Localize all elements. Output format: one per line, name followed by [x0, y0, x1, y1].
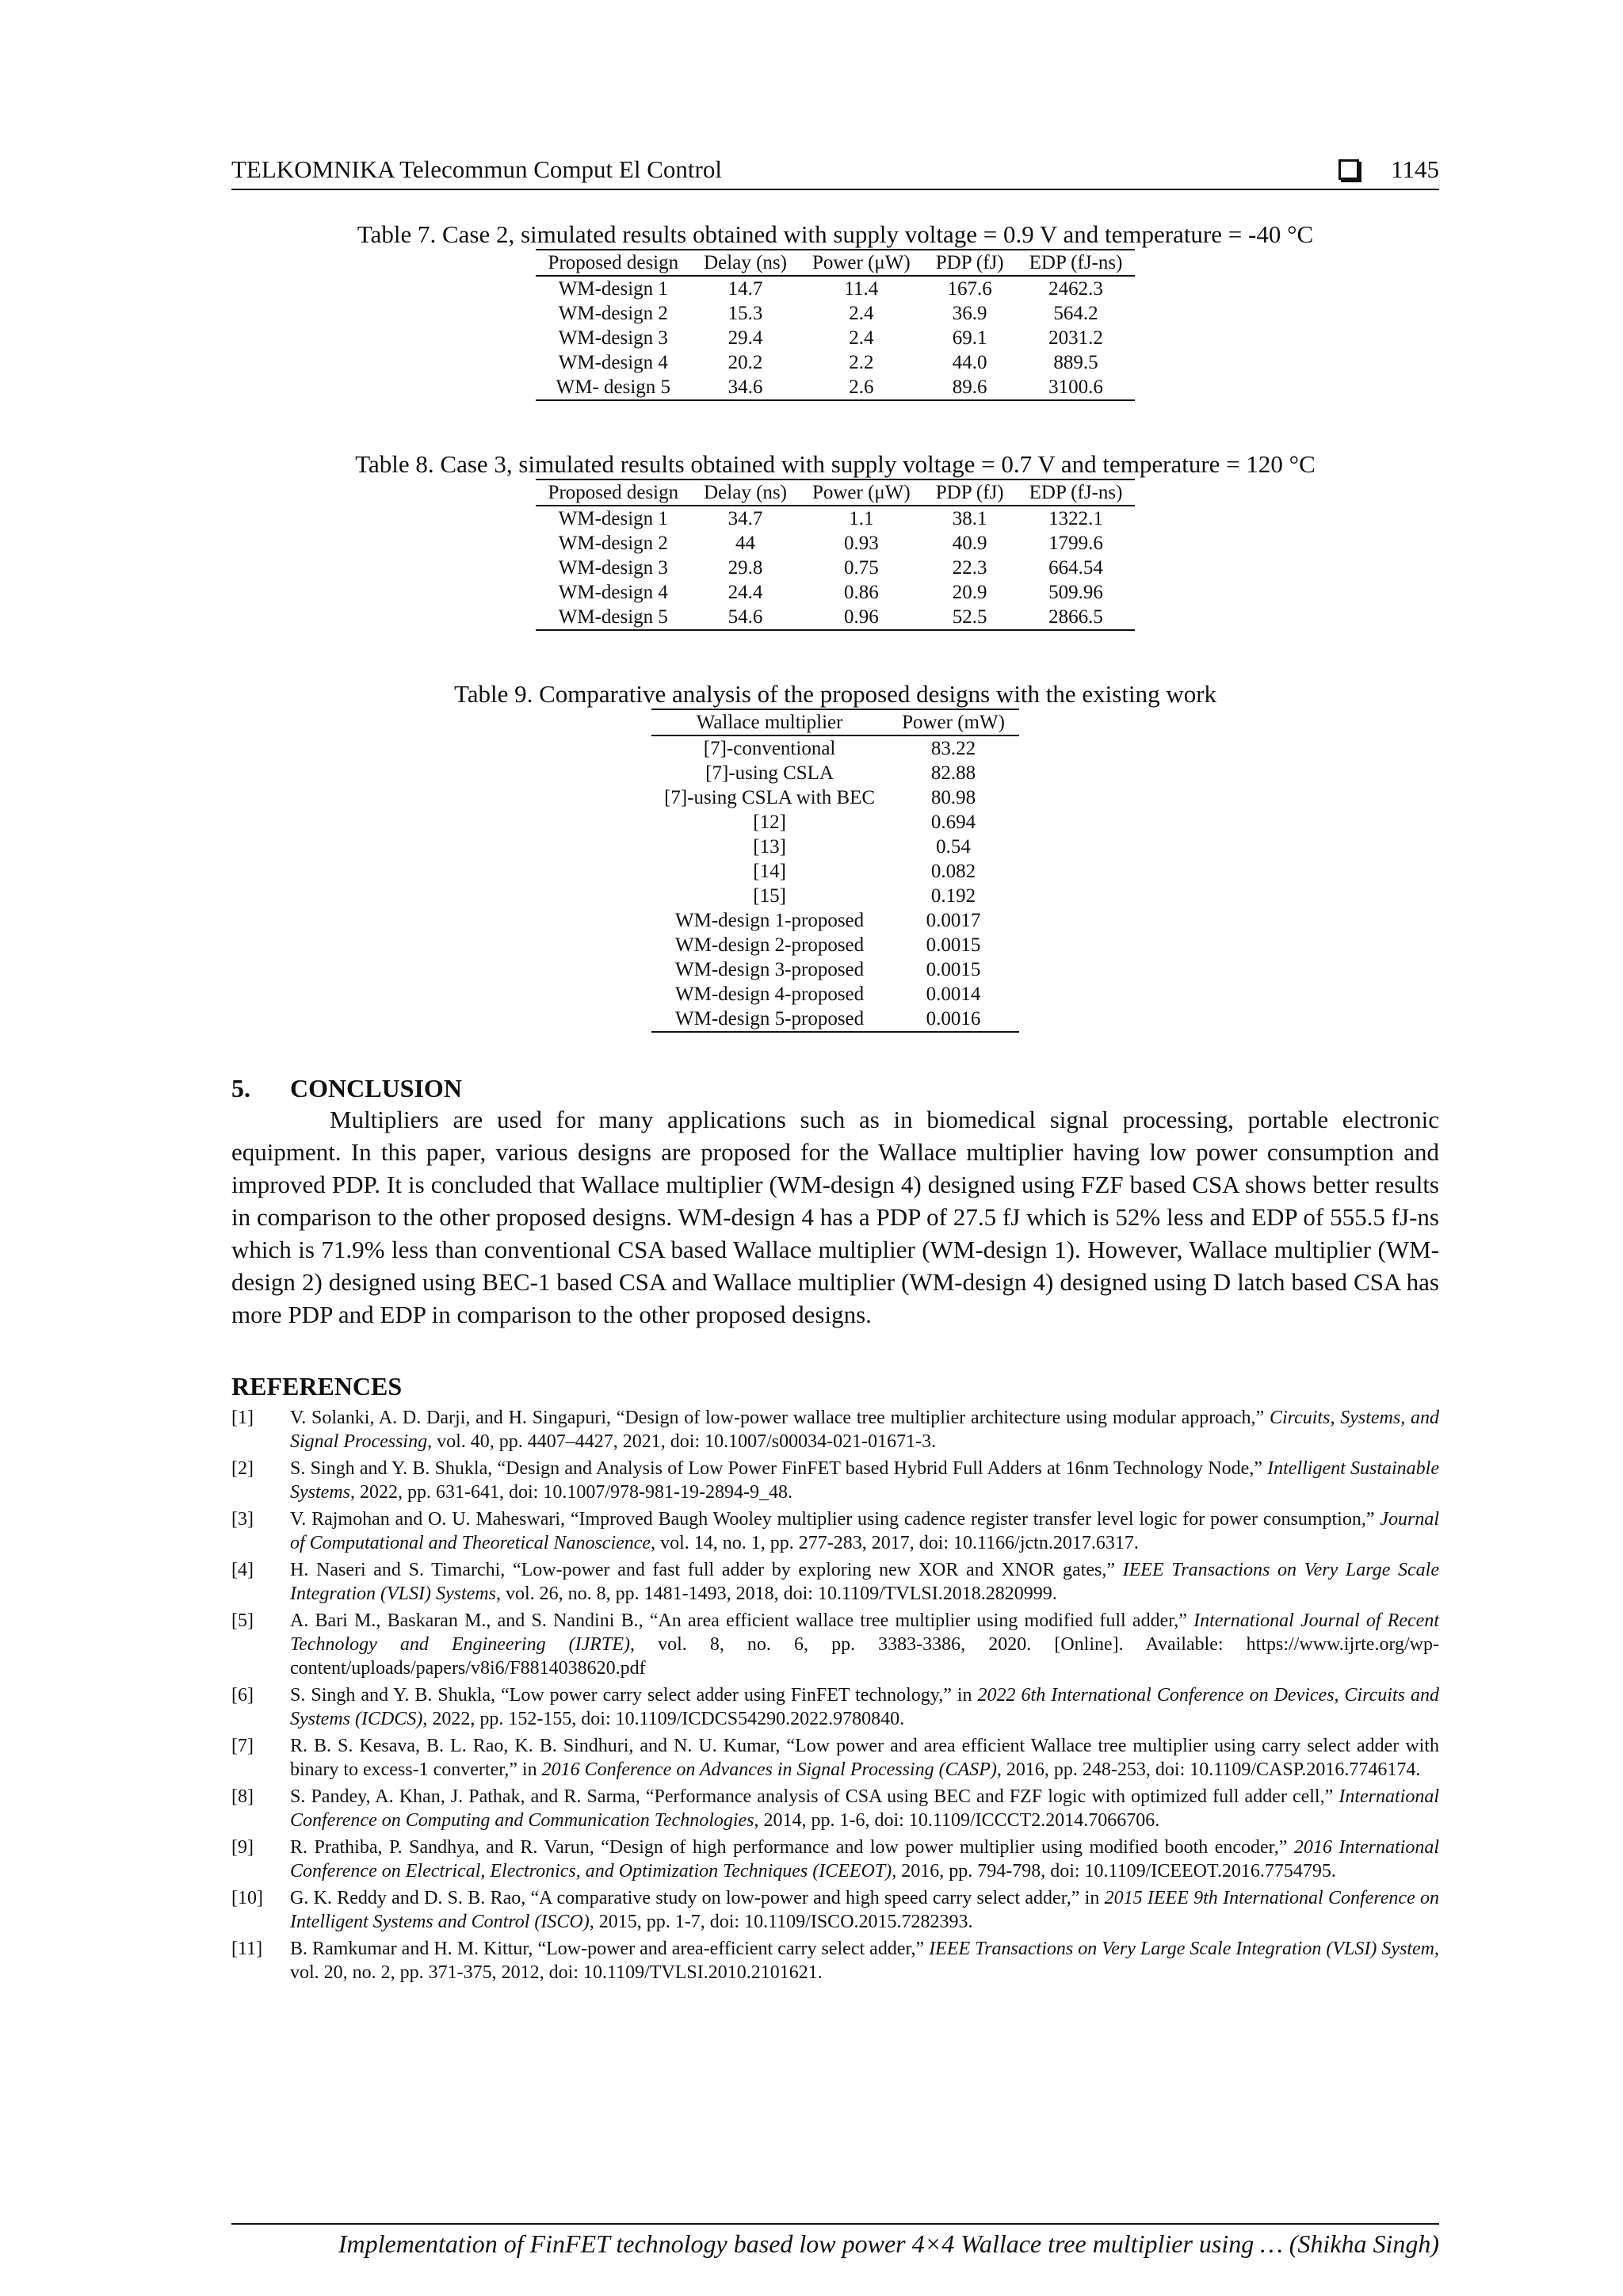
reference-authors-title: R. B. S. Kesava, B. L. Rao, K. B. Sindhuri, and N. U. Kumar, “Low power and area efficient Wallace tree multiplier using carry select adder with binary to excess-1 converter,” in	[290, 1736, 1439, 1780]
table-cell: WM-design 2-proposed	[675, 934, 865, 956]
table-row	[651, 908, 1019, 933]
reference-details: , 2016, pp. 794-798, doi: 10.1109/ICEEOT.2016.7754795.	[892, 1861, 1336, 1881]
reference-text	[290, 1937, 1439, 1985]
page	[231, 151, 1439, 2259]
table-row	[651, 735, 1019, 761]
table-cell: [7]-using CSLA	[705, 762, 834, 784]
table-cell: 2031.2	[1048, 327, 1103, 349]
table9-caption: Table 9. Comparative analysis of the proposed designs with the existing work	[453, 680, 1217, 708]
table-cell: 2462.3	[1048, 278, 1103, 300]
references-heading: REFERENCES	[231, 1372, 403, 1400]
table-cell: 2.4	[849, 327, 874, 349]
reference-text	[290, 1558, 1439, 1606]
table9-header-cell: Power (mW)	[888, 709, 1019, 735]
reference-text	[290, 1836, 1439, 1883]
table-cell: 11.4	[844, 278, 879, 300]
reference-details: , 2014, pp. 1-6, doi: 10.1109/ICCCT2.2014.7066706.	[754, 1810, 1160, 1831]
reference-text	[290, 1734, 1439, 1782]
table-cell: WM-design 3-proposed	[675, 959, 865, 980]
table-cell: 0.192	[930, 885, 976, 907]
table-cell: 22.3	[952, 557, 987, 579]
table-cell: 2.2	[849, 352, 874, 373]
table7-header-cell: Delay (ns)	[691, 250, 800, 276]
reference-details: , 2015, pp. 1-7, doi: 10.1109/ISCO.2015.7282393.	[589, 1912, 973, 1932]
table-row	[536, 580, 1136, 605]
table-cell: [15]	[753, 885, 786, 907]
table-cell: 2866.5	[1017, 605, 1136, 630]
table-cell: 52.5	[923, 605, 1017, 630]
reference-authors-title: H. Naseri and S. Timarchi, “Low-power and fast full adder by exploring new XOR and XNOR gates,”	[290, 1560, 1123, 1580]
table7-header-cell: EDP (fJ-ns)	[1017, 250, 1136, 276]
table-cell: 0.0014	[926, 984, 981, 1005]
reference-venue: 2015 IEEE 9th International Conference on Intelligent Systems and Control (ISCO)	[290, 1888, 1440, 1932]
reference-authors-title: G. K. Reddy and D. S. B. Rao, “A comparative study on low-power and high speed carry select adder,” in	[290, 1888, 1105, 1908]
table-cell: 82.88	[930, 762, 976, 784]
table-row	[651, 761, 1019, 785]
reference-authors-title: R. Prathiba, P. Sandhya, and R. Varun, “Design of high performance and low power multiplier using modified booth encoder,”	[290, 1837, 1294, 1858]
reference-item	[231, 1937, 1439, 1985]
reference-number: [1]	[231, 1408, 254, 1428]
table-cell: 0.0016	[888, 1007, 1019, 1032]
table-row	[651, 785, 1019, 810]
page-footer: Implementation of FinFET technology based low power 4×4 Wallace tree multiplier using … (Shikha Singh)	[231, 2223, 1439, 2259]
reference-number: [9]	[231, 1837, 254, 1858]
reference-authors-title: B. Ramkumar and H. M. Kittur, “Low-power and area-efficient carry select adder,”	[290, 1939, 930, 1959]
table-cell: 564.2	[1053, 303, 1098, 324]
table-cell: [7]-conventional	[703, 738, 836, 759]
reference-authors-title: S. Pandey, A. Khan, J. Pathak, and R. Sarma, “Performance analysis of CSA using BEC and FZF logic with optimized full adder cell,”	[290, 1786, 1339, 1807]
table-cell: WM-design 3	[558, 327, 668, 349]
reference-number: [4]	[231, 1560, 254, 1580]
reference-authors-title: A. Bari M., Baskaran M., and S. Nandini B., “An area efficient wallace tree multiplier using modified full adder,”	[290, 1610, 1194, 1631]
table-cell: WM-design 4-proposed	[675, 984, 865, 1005]
table9-body	[651, 735, 1019, 1032]
reference-venue: Intelligent Sustainable Systems	[290, 1458, 1439, 1503]
journal-title: TELKOMNIKA Telecommun Comput El Control	[231, 155, 722, 183]
reference-text	[290, 1609, 1439, 1680]
reference-venue: 2022 6th International Conference on Devices, Circuits and Systems (ICDCS)	[290, 1685, 1439, 1729]
table7-header-cell: Proposed design	[536, 250, 692, 276]
reference-item	[231, 1457, 1439, 1504]
table-cell: 20.2	[727, 352, 763, 373]
reference-venue: Circuits, Systems, and Signal Processing	[290, 1408, 1439, 1452]
table8-header-cell: Proposed design	[536, 479, 692, 506]
table-cell: 664.54	[1048, 557, 1103, 579]
reference-venue: International Journal of Recent Technology and Engineering (IJRTE)	[290, 1610, 1439, 1655]
conclusion-paragraph: Multipliers are used for many applications such as in biomedical signal processing, portable electronic equipment. In this paper, various designs are proposed for the Wallace multiplier having low power consumption and improved PDP. It is concluded that Wallace multiplier (WM-design 4) designed using FZF based CSA shows better results in comparison to the other proposed designs. WM-design 4 has a PDP of 27.5 fJ which is 52% less and EDP of 555.5 fJ-ns which is 71.9% less than conventional CSA based Wallace multiplier (WM-design 1). However, Wallace multiplier (WM-design 2) designed using BEC-1 based CSA and Wallace multiplier (WM-design 4) designed using D latch based CSA has more PDP and EDP in comparison to the other proposed designs.	[231, 1106, 1439, 1328]
reference-number: [8]	[231, 1786, 254, 1807]
table-row	[651, 859, 1019, 884]
table-cell: 34.7	[727, 508, 763, 529]
table-cell: 509.96	[1048, 582, 1103, 603]
reference-details: , vol. 20, no. 2, pp. 371-375, 2012, doi: 10.1109/TVLSI.2010.2101621.	[290, 1939, 1440, 1983]
table-row	[536, 350, 1136, 375]
table-cell: WM-design 4	[558, 352, 668, 373]
table9-header-row	[651, 709, 1019, 735]
table-cell: 1799.6	[1048, 533, 1103, 554]
reference-item	[231, 1406, 1439, 1454]
page-number: 1145	[1391, 155, 1439, 183]
table-cell: WM-design 1	[558, 278, 668, 300]
reference-details: , vol. 14, no. 1, pp. 277-283, 2017, doi: 10.1166/jctn.2017.6317.	[651, 1533, 1139, 1553]
table-cell: 40.9	[952, 533, 987, 554]
square-box-icon	[1338, 159, 1359, 180]
table7-body	[536, 276, 1136, 400]
reference-number: [3]	[231, 1509, 254, 1530]
table-cell: WM-design 5	[536, 605, 692, 630]
table-cell: 38.1	[952, 508, 987, 529]
table8-header-row	[536, 479, 1136, 506]
table-cell: 34.6	[691, 375, 800, 400]
reference-item	[231, 1836, 1439, 1883]
table-row	[651, 835, 1019, 859]
table-cell: WM-design 5-proposed	[651, 1007, 888, 1032]
table8-caption: Table 8. Case 3, simulated results obtained with supply voltage = 0.7 V and temperature = 120 °C	[355, 450, 1316, 478]
reference-details: , 2016, pp. 248-253, doi: 10.1109/CASP.2016.7746174.	[996, 1759, 1421, 1780]
table9-header-cell: Wallace multiplier	[651, 709, 888, 735]
table-row	[536, 531, 1136, 556]
reference-details: , vol. 40, pp. 4407–4427, 2021, doi: 10.1007/s00034-021-01671-3.	[427, 1431, 937, 1452]
reference-text	[290, 1683, 1439, 1731]
table-cell: 0.082	[930, 861, 976, 882]
table-cell: 0.0015	[926, 959, 981, 980]
table8	[536, 479, 1136, 631]
reference-number: [6]	[231, 1685, 254, 1706]
table-cell: 44	[735, 533, 756, 554]
table-cell: 1.1	[849, 508, 874, 529]
table9	[651, 709, 1019, 1033]
table-cell: [12]	[753, 812, 786, 833]
table-cell: 44.0	[952, 352, 987, 373]
table8-header-cell: EDP (fJ-ns)	[1017, 479, 1136, 506]
reference-details: , 2022, pp. 152-155, doi: 10.1109/ICDCS54290.2022.9780840.	[422, 1709, 905, 1729]
reference-details: , vol. 26, no. 8, pp. 1481-1493, 2018, doi: 10.1109/TVLSI.2018.2820999.	[495, 1584, 1057, 1604]
table8-header-cell: PDP (fJ)	[923, 479, 1017, 506]
table-cell: 15.3	[727, 303, 763, 324]
reference-item	[231, 1609, 1439, 1680]
table7-header-row	[536, 250, 1136, 276]
reference-number: [5]	[231, 1610, 254, 1631]
conclusion-heading	[231, 1074, 1439, 1103]
table-cell: WM-design 1	[558, 508, 668, 529]
table-cell: 20.9	[952, 582, 987, 603]
reference-authors-title: V. Rajmohan and O. U. Maheswari, “Improved Baugh Wooley multiplier using cadence register transfer level logic for power consumption,”	[290, 1509, 1381, 1530]
table-row	[536, 506, 1136, 531]
section-number: 5.	[231, 1074, 250, 1102]
table-row	[651, 1007, 1019, 1032]
table7-header-cell: Power (μW)	[800, 250, 923, 276]
reference-number: [11]	[231, 1939, 263, 1959]
table7-caption: Table 7. Case 2, simulated results obtained with supply voltage = 0.9 V and temperature = -40 °C	[357, 220, 1314, 248]
reference-details: , 2022, pp. 631-641, doi: 10.1007/978-981-19-2894-9_48.	[349, 1482, 792, 1503]
table-cell: 1322.1	[1048, 508, 1103, 529]
table-cell: 2.4	[849, 303, 874, 324]
table-cell: WM-design 4	[558, 582, 668, 603]
table-cell: 0.0017	[926, 910, 981, 931]
table-cell: 80.98	[930, 787, 976, 808]
reference-item	[231, 1507, 1439, 1555]
table-row	[651, 933, 1019, 957]
reference-text	[290, 1457, 1439, 1504]
page-header	[231, 151, 1439, 190]
reference-item	[231, 1734, 1439, 1782]
table-cell: 24.4	[727, 582, 763, 603]
reference-item	[231, 1558, 1439, 1606]
table-cell: 69.1	[952, 327, 987, 349]
table-row	[536, 276, 1136, 301]
table-cell: 0.86	[843, 582, 879, 603]
section-title: CONCLUSION	[290, 1074, 462, 1102]
reference-text	[290, 1507, 1439, 1555]
reference-number: [7]	[231, 1736, 254, 1756]
table-row	[536, 605, 1136, 630]
page-number-group	[1338, 155, 1439, 184]
reference-venue: IEEE Transactions on Very Large Scale Integration (VLSI) Systems	[290, 1560, 1439, 1604]
table-row	[536, 556, 1136, 580]
table-cell: 3100.6	[1017, 375, 1136, 400]
reference-text	[290, 1785, 1439, 1832]
reference-venue: International Conference on Computing and Communication Technologies	[290, 1786, 1439, 1831]
table-cell: 83.22	[930, 738, 976, 759]
table-row	[651, 810, 1019, 835]
table-cell: 14.7	[727, 278, 763, 300]
table-row	[651, 884, 1019, 908]
reference-venue: 2016 Conference on Advances in Signal Processing (CASP)	[541, 1759, 997, 1780]
reference-item	[231, 1886, 1439, 1934]
references-list	[231, 1406, 1439, 1985]
table-cell: 167.6	[947, 278, 992, 300]
table-cell: [7]-using CSLA with BEC	[664, 787, 876, 808]
table8-header-cell: Delay (ns)	[691, 479, 800, 506]
table-cell: 89.6	[923, 375, 1017, 400]
table-cell: WM-design 3	[558, 557, 668, 579]
table-cell: WM- design 5	[536, 375, 692, 400]
reference-venue: Journal of Computational and Theoretical Nanoscience	[290, 1509, 1439, 1553]
table-cell: 54.6	[691, 605, 800, 630]
table-cell: 29.8	[727, 557, 763, 579]
reference-venue: 2016 International Conference on Electrical, Electronics, and Optimization Techniques (ICEEOT)	[290, 1837, 1439, 1881]
table-row	[536, 375, 1136, 400]
reference-authors-title: S. Singh and Y. B. Shukla, “Design and Analysis of Low Power FinFET based Hybrid Full Adders at 16nm Technology Node,”	[290, 1458, 1268, 1479]
reference-number: [10]	[231, 1888, 263, 1908]
table7	[536, 249, 1136, 401]
reference-details: , vol. 8, no. 6, pp. 3383-3386, 2020. [Online]. Available: https://www.ijrte.org/wp-content/uploads/papers/v8i6/F8814038620.pdf	[290, 1634, 1439, 1679]
table-cell: 36.9	[952, 303, 987, 324]
table-cell: WM-design 2	[558, 303, 668, 324]
table7-header-cell: PDP (fJ)	[923, 250, 1017, 276]
table-row	[536, 326, 1136, 350]
table-cell: 0.694	[930, 812, 976, 833]
table-cell: 2.6	[800, 375, 923, 400]
table-cell: 29.4	[727, 327, 763, 349]
reference-item	[231, 1785, 1439, 1832]
table-cell: 889.5	[1053, 352, 1098, 373]
table8-header-cell: Power (μW)	[800, 479, 923, 506]
reference-text	[290, 1406, 1439, 1454]
table-cell: [14]	[753, 861, 786, 882]
table-cell: WM-design 1-proposed	[675, 910, 865, 931]
table-cell: 0.93	[843, 533, 879, 554]
table-cell: 0.54	[936, 836, 971, 858]
reference-authors-title: S. Singh and Y. B. Shukla, “Low power carry select adder using FinFET technology,” in	[290, 1685, 978, 1706]
reference-venue: IEEE Transactions on Very Large Scale Integration (VLSI) System	[929, 1939, 1435, 1959]
table-cell: [13]	[753, 836, 786, 858]
table-cell: 0.96	[800, 605, 923, 630]
table-row	[536, 301, 1136, 326]
table-cell: 0.0015	[926, 934, 981, 956]
table8-body	[536, 506, 1136, 630]
table-row	[651, 957, 1019, 982]
reference-number: [2]	[231, 1458, 254, 1479]
reference-text	[290, 1886, 1439, 1934]
reference-item	[231, 1683, 1439, 1731]
reference-authors-title: V. Solanki, A. D. Darji, and H. Singapuri, “Design of low-power wallace tree multiplier architecture using modular approach,”	[290, 1408, 1270, 1428]
table-row	[651, 982, 1019, 1007]
table-cell: 0.75	[843, 557, 879, 579]
table-cell: WM-design 2	[558, 533, 668, 554]
